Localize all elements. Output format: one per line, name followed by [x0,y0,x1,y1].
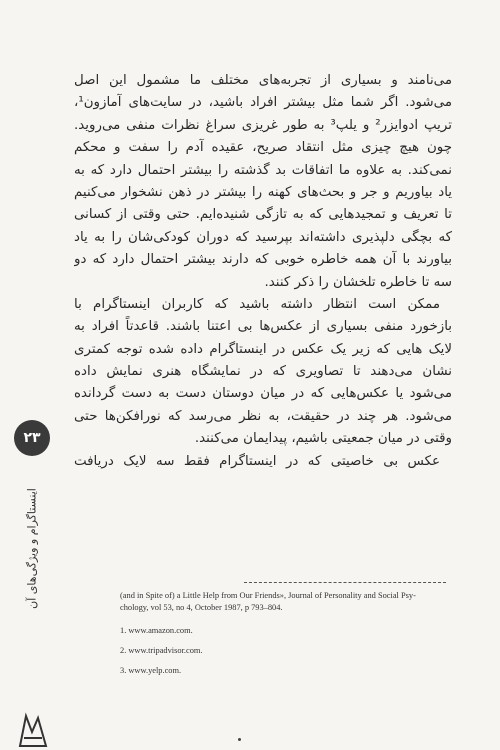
page-number-badge: ۲۳ [14,420,50,456]
side-strip [14,420,54,750]
body-line: لایک هایی که زیر یک عکس در اینستاگرام داده شده توجه کمتری [74,341,452,357]
footnote-reference: (and in Spite of) a Little Help from Our Friends», Journal of Personality and Social Psy- [120,591,416,600]
body-line: می‌شود یا عکس‌هایی که در میان دوستان دست به دست گردانده [74,386,452,402]
body-line: تریپ ادوایزر² و یلپ³ به طور غریزی سراغ نظرات منفی می‌روید. [74,117,452,133]
body-line: بازخورد منفی بسیاری از عکس‌ها بی اعتنا باشند. قاعدتاً افراد به [74,319,452,335]
publisher-logo-icon [16,712,50,748]
footnotes [120,590,450,677]
body-line: چون هیچ چیزی مثل انتقاد صریح، عقیده آدم را سفت و محکم [74,140,452,156]
body-line: می‌شود. هر چند در حقیقت، به نظر می‌رسد که نورافکن‌ها حتی [74,408,452,424]
body-line: وقتی در میان جمعیتی باشیم، پیدایمان می‌کنند. [194,431,452,447]
footnote-divider [244,582,446,583]
body-line: می‌نامند و بسیاری از تجربه‌های مختلف ما مشمول این اصل [74,73,452,88]
running-title: اینستاگرام و ویژگی‌های آن [25,488,39,609]
body-line: که بچگی دلپذیری داشته‌اند بپرسید که دوران کودکی‌شان را به یاد [74,229,452,245]
footnote-url: 2. www.tripadvisor.com. [120,645,203,655]
body-line: یاد بیاوریم و جر و بحث‌های کهنه را بیشتر در ذهن نشخوار می‌کنیم [74,184,452,200]
body-text [74,70,452,473]
footnote-url: 1. www.amazon.com. [120,625,193,635]
body-line: تا تعریف و تمجیدهایی که به تازگی شنیده‌ایم. حتی وقتی از کسانی [74,207,452,223]
body-line: ممکن است انتظار داشته باشید که کاربران اینستاگرام با [74,296,440,312]
body-line: می‌شود. اگر شما مثل بیشتر افراد باشید، در سایت‌های آمازون¹، [74,95,452,111]
footnote-url: 3. www.yelp.com. [120,665,182,675]
body-line: سه تا خاطره تلخشان را ذکر کنند. [264,274,452,290]
body-line: نمی‌کند. به علاوه ما اتفاقات بد گذشته را بیشتر احتمال دارد که به [74,162,452,178]
body-line: نشان می‌دهند تا تصاویری که در نمایشگاه هنری نمایش داده [74,364,452,380]
body-line: بیاورند با آن همه خاطره خوبی که دارند بیشتر احتمال دارد که دو [74,252,452,268]
page-dot [238,738,241,741]
footnote-reference: chology, vol 53, no 4, October 1987, p 793–804. [120,603,283,613]
body-line: عکس بی خاصیتی که در اینستاگرام فقط سه لایک دریافت [74,453,440,469]
